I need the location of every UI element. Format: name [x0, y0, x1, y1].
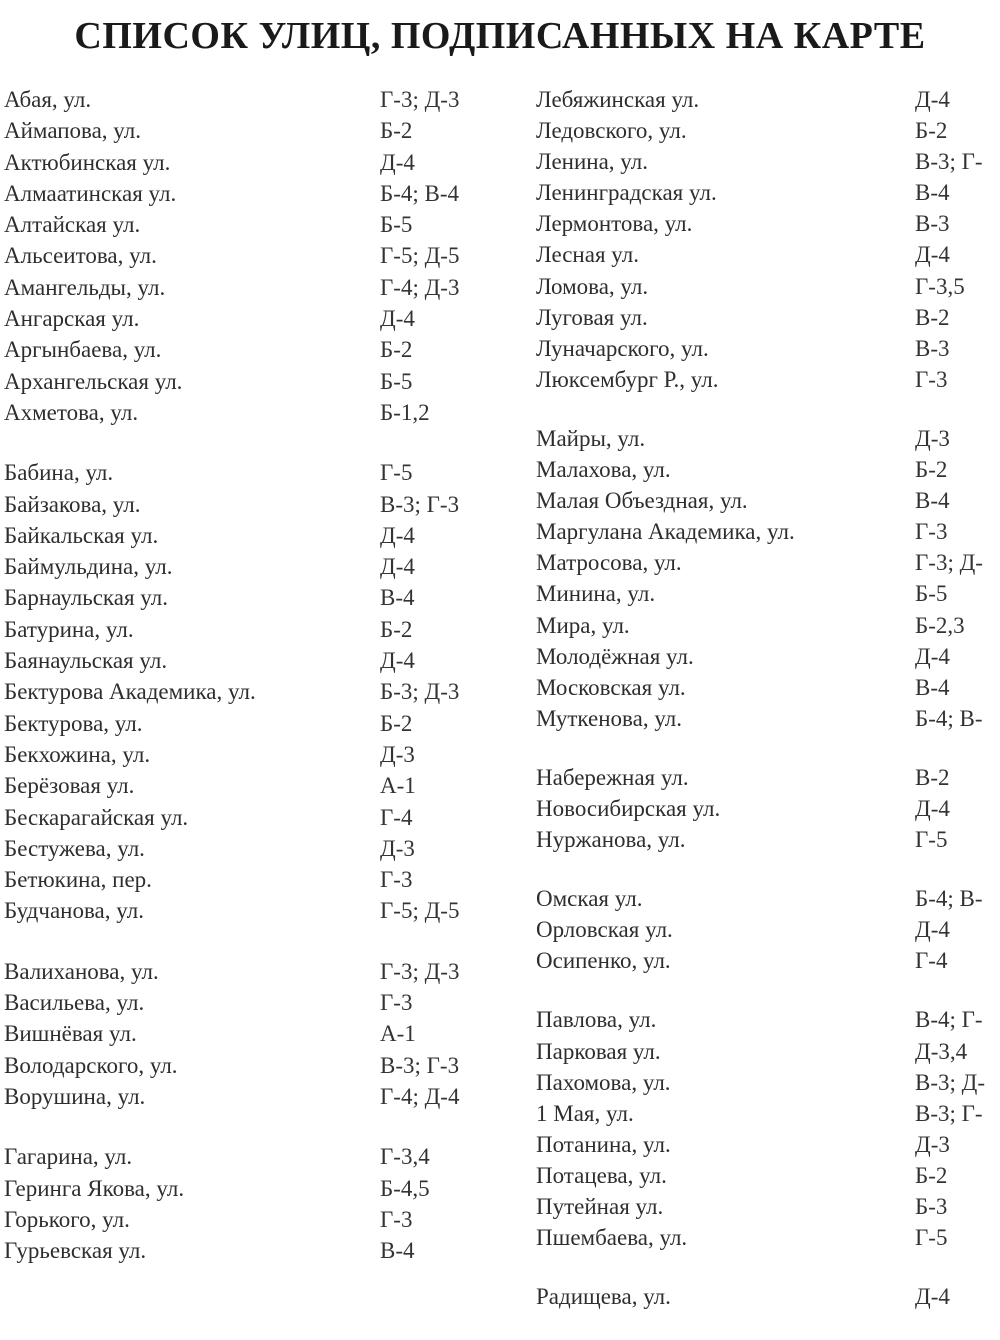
grid-reference: В-2 — [915, 764, 950, 790]
grid-reference: Д-3 — [380, 741, 415, 767]
street-row — [536, 945, 1000, 976]
street-name: Актюбинская ул. — [4, 149, 171, 175]
street-row — [4, 334, 504, 365]
street-row — [4, 802, 504, 833]
grid-reference: В-3; Г- — [915, 1100, 983, 1126]
street-name: Амангельды, ул. — [4, 274, 166, 300]
grid-reference: Д-4 — [380, 149, 415, 175]
street-name: Батурина, ул. — [4, 616, 134, 642]
street-row — [536, 1191, 1000, 1222]
street-row — [4, 833, 504, 864]
grid-reference: Д-3 — [915, 425, 950, 451]
street-group-3 — [4, 1141, 504, 1266]
street-name: Бестужева, ул. — [4, 835, 145, 861]
street-name: Альсеитова, ул. — [4, 243, 157, 269]
grid-reference: Д-4 — [915, 1284, 950, 1310]
street-name: Вишнёвая ул. — [4, 1021, 137, 1047]
street-name: Бетюкина, пер. — [4, 867, 152, 893]
street-name: Орловская ул. — [536, 917, 673, 943]
street-name: Новосибирская ул. — [536, 795, 721, 821]
street-name: Бектурова, ул. — [4, 710, 143, 736]
street-name: Радищева, ул. — [536, 1284, 671, 1310]
street-name: Парковая ул. — [536, 1038, 661, 1064]
street-row — [536, 793, 1000, 824]
grid-reference: Д-4 — [380, 648, 415, 674]
grid-reference: Г-4; Д-3 — [380, 274, 460, 300]
street-name: Архангельская ул. — [4, 368, 183, 394]
street-row — [4, 397, 504, 428]
grid-reference: Г-5 — [380, 460, 413, 486]
grid-reference: Д-4 — [915, 87, 950, 112]
grid-reference: В-4 — [915, 488, 950, 514]
street-row — [536, 1067, 1000, 1098]
street-name: Ворушина, ул. — [4, 1083, 146, 1109]
street-row — [4, 115, 504, 146]
street-name: Павлова, ул. — [536, 1007, 657, 1033]
grid-reference: Б-4; В- — [915, 886, 983, 912]
street-row — [4, 582, 504, 613]
grid-reference: Б-4; В-4 — [380, 180, 460, 206]
grid-reference: Г-3; Д- — [915, 550, 983, 576]
street-group-0 — [4, 84, 504, 428]
street-name: Луговая ул. — [536, 304, 648, 330]
street-name: Нуржанова, ул. — [536, 827, 686, 853]
street-name: Луначарского, ул. — [536, 335, 709, 361]
grid-reference: Б-2 — [380, 616, 413, 642]
street-name: Бектурова Академика, ул. — [4, 679, 256, 705]
street-name: Володарского, ул. — [4, 1052, 178, 1078]
grid-reference: В-4; Г- — [915, 1007, 983, 1033]
street-name: Аргынбаева, ул. — [4, 337, 162, 363]
street-name: Потанина, ул. — [536, 1131, 671, 1157]
grid-reference: В-3; Г-3 — [380, 491, 460, 517]
street-name: Баймульдина, ул. — [4, 554, 173, 580]
street-row — [4, 1235, 504, 1266]
street-name: Валиханова, ул. — [4, 958, 159, 984]
street-name: Ахметова, ул. — [4, 399, 139, 425]
street-name: Лебяжинская ул. — [536, 87, 700, 112]
grid-reference: Г-3 — [915, 366, 948, 392]
grid-reference: Б-4,5 — [380, 1175, 430, 1201]
street-row — [4, 1173, 504, 1204]
street-name: Молодёжная ул. — [536, 643, 694, 669]
grid-reference: Д-4 — [380, 306, 415, 332]
street-row — [536, 423, 1000, 454]
street-row — [4, 1204, 504, 1235]
street-row — [536, 271, 1000, 302]
street-row — [536, 1004, 1000, 1035]
street-list-right-column — [536, 84, 1000, 1340]
street-row — [536, 1222, 1000, 1253]
street-name: Путейная ул. — [536, 1194, 664, 1219]
grid-reference: Б-2 — [380, 710, 413, 736]
street-name: Московская ул. — [536, 674, 686, 700]
grid-reference: Д-3,4 — [915, 1038, 968, 1064]
street-row — [4, 147, 504, 178]
grid-reference: Б-2,3 — [915, 612, 965, 638]
street-row — [4, 457, 504, 488]
grid-reference: В-3; Г- — [915, 149, 983, 175]
street-row — [536, 762, 1000, 793]
grid-reference: Г-3 — [380, 867, 413, 893]
street-group-3 — [536, 883, 1000, 976]
street-row — [4, 1050, 504, 1081]
grid-reference: Б-1,2 — [380, 399, 430, 425]
street-row — [536, 641, 1000, 672]
street-name: Омская ул. — [536, 886, 643, 912]
grid-reference: Г-3; Д-3 — [380, 958, 460, 984]
street-group-2 — [4, 956, 504, 1112]
grid-reference: Б-5 — [380, 212, 413, 238]
street-row — [536, 208, 1000, 239]
street-name: Баянаульская ул. — [4, 648, 168, 674]
street-row — [4, 520, 504, 551]
grid-reference: Д-3 — [380, 835, 415, 861]
grid-reference: Б-2 — [915, 457, 948, 483]
grid-reference: Д-4 — [915, 643, 950, 669]
street-name: Набережная ул. — [536, 764, 689, 790]
grid-reference: Д-4 — [380, 554, 415, 580]
street-group-5 — [536, 1281, 1000, 1312]
street-name: Бескарагайская ул. — [4, 804, 189, 830]
grid-reference: Д-4 — [380, 522, 415, 548]
street-name: Гагарина, ул. — [4, 1144, 133, 1170]
street-row — [4, 240, 504, 271]
grid-reference: Г-4 — [380, 804, 413, 830]
street-group-1 — [536, 423, 1000, 734]
street-name: Ленинградская ул. — [536, 180, 717, 206]
street-row — [4, 1081, 504, 1112]
grid-reference: Б-4; В- — [915, 705, 983, 731]
grid-reference: В-3 — [915, 211, 950, 237]
street-name: Минина, ул. — [536, 581, 656, 607]
street-name: Будчанова, ул. — [4, 898, 144, 924]
grid-reference: Д-3 — [915, 1131, 950, 1157]
page-title: СПИСОК УЛИЦ, ПОДПИСАННЫХ НА КАРТЕ — [74, 15, 926, 57]
grid-reference: В-3 — [915, 335, 950, 361]
street-name: Геринга Якова, ул. — [4, 1175, 185, 1201]
grid-reference: Г-5 — [915, 1225, 948, 1251]
street-name: Горького, ул. — [4, 1206, 130, 1232]
street-name: Малая Объездная, ул. — [536, 488, 748, 514]
grid-reference: Г-3,5 — [915, 273, 965, 299]
street-group-0 — [536, 84, 1000, 395]
street-row — [536, 610, 1000, 641]
grid-reference: Б-3; Д-3 — [380, 679, 460, 705]
street-row — [4, 178, 504, 209]
street-row — [536, 824, 1000, 855]
street-row — [536, 1281, 1000, 1312]
street-row — [536, 547, 1000, 578]
street-row — [4, 1141, 504, 1172]
street-row — [4, 551, 504, 582]
street-name: Майры, ул. — [536, 425, 646, 451]
street-row — [4, 1018, 504, 1049]
grid-reference: Б-5 — [380, 368, 413, 394]
grid-reference: Г-3 — [380, 1206, 413, 1232]
street-row — [4, 366, 504, 397]
street-row — [4, 272, 504, 303]
grid-reference: А-1 — [380, 773, 416, 799]
street-name: Ангарская ул. — [4, 306, 140, 332]
street-name: Барнаульская ул. — [4, 585, 169, 611]
street-row — [4, 209, 504, 240]
street-row — [536, 914, 1000, 945]
street-row — [4, 645, 504, 676]
street-name: Малахова, ул. — [536, 457, 671, 483]
street-name: Бекхожина, ул. — [4, 741, 151, 767]
street-row — [4, 84, 504, 115]
street-row — [536, 578, 1000, 609]
street-row — [4, 614, 504, 645]
street-name: Байзакова, ул. — [4, 491, 141, 517]
street-list-left-column — [4, 84, 504, 1295]
grid-reference: Б-2 — [915, 118, 948, 144]
grid-reference: Г-5 — [915, 827, 948, 853]
street-row — [536, 672, 1000, 703]
street-row — [536, 177, 1000, 208]
grid-reference: Г-4 — [915, 948, 948, 974]
grid-reference: В-2 — [915, 304, 950, 330]
street-name: Аймапова, ул. — [4, 118, 142, 144]
grid-reference: Г-5; Д-5 — [380, 898, 460, 924]
grid-reference: Д-4 — [915, 917, 950, 943]
street-group-2 — [536, 762, 1000, 855]
grid-reference: В-4 — [915, 180, 950, 206]
street-row — [536, 1098, 1000, 1129]
street-row — [536, 84, 1000, 115]
street-name: Ледовского, ул. — [536, 118, 687, 144]
street-row — [536, 364, 1000, 395]
street-name: Ленина, ул. — [536, 149, 649, 175]
street-name: Абая, ул. — [4, 87, 92, 112]
street-row — [4, 895, 504, 926]
grid-reference: В-4 — [380, 1238, 415, 1264]
street-group-1 — [4, 457, 504, 926]
grid-reference: Б-5 — [915, 581, 948, 607]
grid-reference: В-3; Г-3 — [380, 1052, 460, 1078]
street-name: Маргулана Академика, ул. — [536, 519, 795, 545]
grid-reference: Г-4; Д-4 — [380, 1083, 460, 1109]
street-name: Васильева, ул. — [4, 990, 145, 1016]
grid-reference: Б-2 — [380, 118, 413, 144]
street-row — [536, 146, 1000, 177]
street-row — [536, 1160, 1000, 1191]
street-row — [536, 1129, 1000, 1160]
street-row — [4, 676, 504, 707]
grid-reference: Г-3 — [915, 519, 948, 545]
street-row — [536, 1036, 1000, 1067]
street-name: Люксембург Р., ул. — [536, 366, 719, 392]
street-name: Муткенова, ул. — [536, 705, 683, 731]
grid-reference: Г-3,4 — [380, 1144, 430, 1170]
grid-reference: Б-2 — [915, 1162, 948, 1188]
street-name: Пшембаева, ул. — [536, 1225, 688, 1251]
street-name: Мира, ул. — [536, 612, 630, 638]
street-name: Алтайская ул. — [4, 212, 141, 238]
street-row — [536, 333, 1000, 364]
street-row — [536, 516, 1000, 547]
grid-reference: В-4 — [915, 674, 950, 700]
street-name: Осипенко, ул. — [536, 948, 671, 974]
street-name: Лермонтова, ул. — [536, 211, 693, 237]
street-row — [4, 489, 504, 520]
street-name: Пахомова, ул. — [536, 1069, 671, 1095]
grid-reference: Г-5; Д-5 — [380, 243, 460, 269]
street-name: Матросова, ул. — [536, 550, 682, 576]
street-name: Алмаатинская ул. — [4, 180, 177, 206]
street-group-4 — [536, 1004, 1000, 1253]
street-row — [4, 739, 504, 770]
grid-reference: В-4 — [380, 585, 415, 611]
street-name: Байкальская ул. — [4, 522, 159, 548]
street-row — [536, 302, 1000, 333]
street-row — [536, 703, 1000, 734]
street-name: Лесная ул. — [536, 242, 639, 268]
grid-reference: Г-3; Д-3 — [380, 87, 460, 112]
street-name: Берёзовая ул. — [4, 773, 135, 799]
street-row — [536, 454, 1000, 485]
grid-reference: В-3; Д- — [915, 1069, 985, 1095]
street-name: Гурьевская ул. — [4, 1238, 147, 1264]
street-row — [4, 708, 504, 739]
street-row — [536, 883, 1000, 914]
grid-reference: Д-4 — [915, 242, 950, 268]
street-row — [536, 115, 1000, 146]
street-row — [536, 239, 1000, 270]
grid-reference: Г-3 — [380, 990, 413, 1016]
street-row — [536, 485, 1000, 516]
street-row — [4, 770, 504, 801]
street-row — [4, 303, 504, 334]
street-name: 1 Мая, ул. — [536, 1100, 634, 1126]
grid-reference: А-1 — [380, 1021, 416, 1047]
street-name: Ломова, ул. — [536, 273, 649, 299]
street-name: Потацева, ул. — [536, 1162, 667, 1188]
street-row — [4, 864, 504, 895]
grid-reference: Б-2 — [380, 337, 413, 363]
street-name: Бабина, ул. — [4, 460, 114, 486]
grid-reference: Б-3 — [915, 1194, 948, 1219]
street-row — [4, 956, 504, 987]
street-row — [4, 987, 504, 1018]
grid-reference: Д-4 — [915, 795, 950, 821]
